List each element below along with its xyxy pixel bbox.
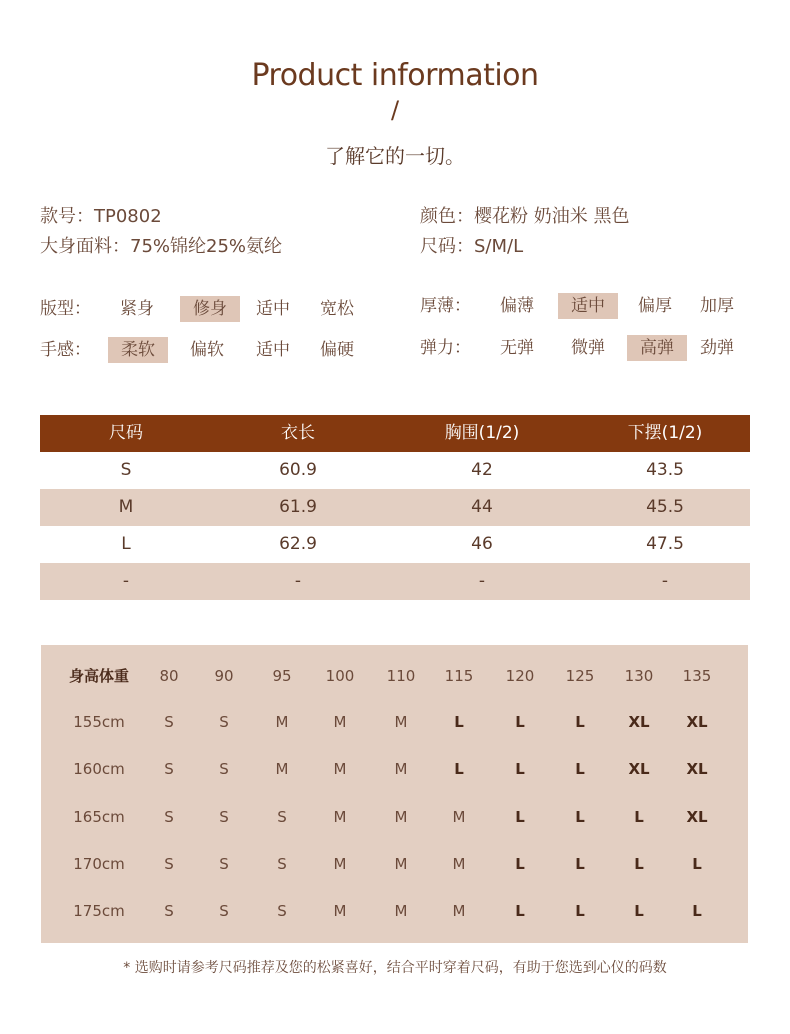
recommended-size: XL <box>686 760 708 778</box>
fit-option-selected: 修身 <box>180 296 240 322</box>
footnote: * 选购时请参考尺码推荐及您的松紧喜好，结合平时穿着尺码，有助于您选到心仪的码数 <box>123 960 667 976</box>
weight-header: 80 <box>159 667 179 685</box>
recommended-size: L <box>454 713 464 731</box>
weight-header: 90 <box>214 667 234 685</box>
cell-chest: - <box>478 571 486 591</box>
recommended-size: L <box>515 902 525 920</box>
table-row <box>40 563 750 600</box>
recommended-size: S <box>219 760 229 778</box>
weight-header: 95 <box>272 667 292 685</box>
cell-hem: 43.5 <box>646 460 684 480</box>
recommended-size: M <box>275 713 289 731</box>
recommended-size: S <box>219 808 229 826</box>
grid-corner-label: 身高体重 <box>68 667 129 685</box>
feel-row <box>40 337 380 365</box>
recommended-size: M <box>275 760 289 778</box>
thickness-option: 加厚 <box>700 296 734 316</box>
height-label: 165cm <box>73 808 125 826</box>
recommended-size: M <box>333 713 347 731</box>
feel-label: 手感： <box>40 340 91 360</box>
weight-header: 110 <box>386 667 416 685</box>
elasticity-option: 微弹 <box>571 338 605 358</box>
recommended-size: M <box>394 855 408 873</box>
recommended-size: L <box>515 760 525 778</box>
cell-size: L <box>121 534 131 554</box>
feel-option: 偏软 <box>190 340 224 360</box>
recommended-size: M <box>333 760 347 778</box>
height-label: 155cm <box>73 713 125 731</box>
recommended-size: S <box>277 855 287 873</box>
recommended-size: M <box>333 902 347 920</box>
recommended-size: M <box>394 713 408 731</box>
cell-size: - <box>122 571 130 591</box>
style-number: 款号：TP0802 <box>40 206 162 227</box>
fit-option: 适中 <box>256 299 290 319</box>
page-subtitle: 了解它的一切。 <box>325 144 465 168</box>
recommended-size: L <box>515 713 525 731</box>
weight-header: 100 <box>325 667 355 685</box>
recommended-size: L <box>634 855 644 873</box>
recommended-size: S <box>164 808 174 826</box>
recommended-size: M <box>452 902 466 920</box>
recommended-size: M <box>394 760 408 778</box>
recommended-size: L <box>575 808 585 826</box>
size-recommendation-grid <box>41 645 748 943</box>
feel-option-selected: 柔软 <box>108 337 168 363</box>
header-hem: 下摆(1/2) <box>627 423 703 443</box>
recommended-size: L <box>454 760 464 778</box>
recommended-size: L <box>692 855 702 873</box>
page-title: Product information <box>251 58 539 93</box>
cell-size: S <box>120 460 132 480</box>
cell-length: 61.9 <box>279 497 317 517</box>
elasticity-option: 无弹 <box>500 338 534 358</box>
weight-header: 135 <box>682 667 712 685</box>
header-chest: 胸围(1/2) <box>444 423 520 443</box>
cell-length: 62.9 <box>279 534 317 554</box>
recommended-size: XL <box>686 808 708 826</box>
recommended-size: L <box>634 902 644 920</box>
weight-header: 120 <box>505 667 535 685</box>
height-label: 160cm <box>73 760 125 778</box>
cell-chest: 42 <box>471 460 493 480</box>
elasticity-row <box>420 335 760 363</box>
recommended-size: S <box>164 855 174 873</box>
cell-length: - <box>294 571 302 591</box>
cell-hem: - <box>661 571 669 591</box>
title-divider: / <box>390 96 400 124</box>
cell-hem: 47.5 <box>646 534 684 554</box>
fit-label: 版型： <box>40 299 91 319</box>
recommended-size: M <box>452 808 466 826</box>
table-row <box>40 489 750 526</box>
recommended-size: M <box>394 808 408 826</box>
size-table <box>40 415 750 600</box>
fit-option: 宽松 <box>320 299 354 319</box>
recommended-size: XL <box>686 713 708 731</box>
fabric-composition: 大身面料：75%锦纶25%氨纶 <box>40 236 283 257</box>
elasticity-option: 劲弹 <box>700 338 734 358</box>
thickness-option: 偏薄 <box>500 296 534 316</box>
recommended-size: L <box>575 760 585 778</box>
thickness-label: 厚薄： <box>420 296 471 316</box>
feel-option: 偏硬 <box>320 340 354 360</box>
header-size: 尺码 <box>109 423 143 443</box>
cell-chest: 46 <box>471 534 493 554</box>
thickness-row <box>420 293 760 321</box>
recommended-size: L <box>692 902 702 920</box>
recommended-size: M <box>452 855 466 873</box>
recommended-size: S <box>219 855 229 873</box>
recommended-size: L <box>515 808 525 826</box>
recommended-size: L <box>515 855 525 873</box>
recommended-size: L <box>575 855 585 873</box>
thickness-option-selected: 适中 <box>558 293 618 319</box>
height-label: 175cm <box>73 902 125 920</box>
recommended-size: S <box>219 902 229 920</box>
recommended-size: S <box>219 713 229 731</box>
recommended-size: S <box>277 902 287 920</box>
elasticity-label: 弹力： <box>420 338 471 358</box>
fit-row <box>40 296 380 324</box>
recommended-size: L <box>575 713 585 731</box>
table-row <box>40 526 750 563</box>
recommended-size: XL <box>628 713 650 731</box>
table-row <box>40 452 750 489</box>
recommended-size: S <box>164 713 174 731</box>
recommended-size: M <box>333 855 347 873</box>
recommended-size: S <box>164 760 174 778</box>
fit-option: 紧身 <box>120 299 154 319</box>
recommended-size: L <box>634 808 644 826</box>
recommended-size: S <box>164 902 174 920</box>
header-length: 衣长 <box>281 423 315 443</box>
weight-header: 130 <box>624 667 654 685</box>
feel-option: 适中 <box>256 340 290 360</box>
cell-size: M <box>118 497 134 517</box>
cell-chest: 44 <box>471 497 493 517</box>
height-label: 170cm <box>73 855 125 873</box>
cell-hem: 45.5 <box>646 497 684 517</box>
color-options: 颜色：樱花粉 奶油米 黑色 <box>420 206 630 227</box>
recommended-size: L <box>575 902 585 920</box>
thickness-option: 偏厚 <box>638 296 672 316</box>
recommended-size: M <box>394 902 408 920</box>
weight-header: 125 <box>565 667 595 685</box>
weight-header: 115 <box>444 667 474 685</box>
size-table-header <box>40 415 750 452</box>
recommended-size: XL <box>628 760 650 778</box>
recommended-size: S <box>277 808 287 826</box>
elasticity-option-selected: 高弹 <box>627 335 687 361</box>
recommended-size: M <box>333 808 347 826</box>
cell-length: 60.9 <box>279 460 317 480</box>
size-options: 尺码：S/M/L <box>420 236 524 257</box>
